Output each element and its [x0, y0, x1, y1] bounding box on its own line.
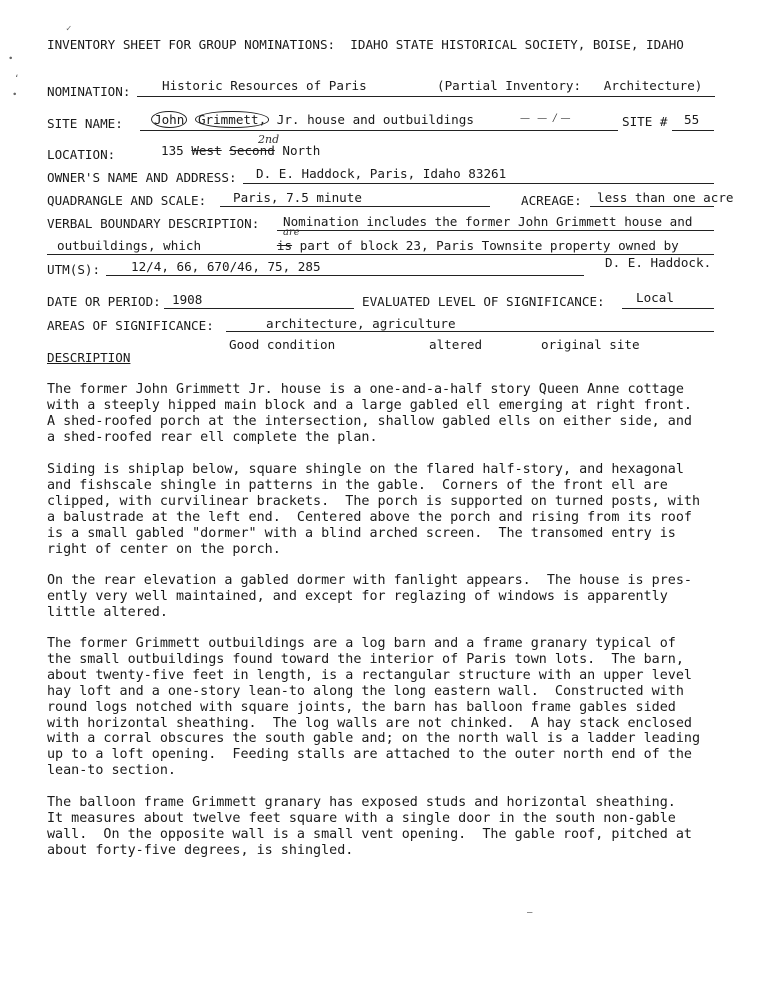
- site-number-rule: [672, 130, 714, 131]
- description-paragraph-2: Siding is shiplap below, square shingle on the flared half-story, and hexagonal and fishscale shingle in patterns in the gable. Corners of the front ell are clipped, with curvilinear brackets. The porch is supported on turned posts, with a balustrade at the left end. Centered above the porch and rising from its roof is a small gabled "dormer" with a blind arched screen. The transomed entry is right of center on the porch.: [47, 462, 701, 557]
- nomination-rule: [137, 96, 715, 97]
- site-number-value: 55: [684, 112, 700, 127]
- location-struck-west: West: [191, 143, 222, 158]
- description-paragraph-3: On the rear elevation a gabled dormer with fanlight appears. The house is pres- ently very well maintained, and except for reglazing of windows is apparently little altered.: [47, 573, 692, 620]
- boundary-line-2b: part of block 23, Paris Townsite property owned by: [292, 238, 679, 253]
- location-label: LOCATION:: [47, 147, 116, 162]
- handwritten-scribble: — — / —: [520, 113, 571, 124]
- condition-good: Good condition: [229, 337, 336, 352]
- owner-label: OWNER'S NAME AND ADDRESS:: [47, 170, 237, 185]
- site-name-value: [151, 112, 474, 127]
- boundary-rule-1: [277, 230, 714, 231]
- description-paragraph-1: The former John Grimmett Jr. house is a one-and-a-half story Queen Anne cottage with a steeply hipped main block and a large gabled ell emerging at right front. A shed-roofed porch at the intersection, shallow gabled ells on either side, and a shed-roofed rear ell complete the plan.: [47, 382, 692, 445]
- boundary-label: VERBAL BOUNDARY DESCRIPTION:: [47, 216, 260, 231]
- margin-smudge: ∙: [12, 90, 18, 100]
- evaluated-level-label: EVALUATED LEVEL OF SIGNIFICANCE:: [362, 294, 605, 309]
- checkmark-mark: ✓: [66, 24, 72, 34]
- site-name-label: SITE NAME:: [47, 116, 123, 131]
- owner-value: D. E. Haddock, Paris, Idaho 83261: [256, 166, 507, 181]
- owner-rule: [243, 183, 714, 184]
- margin-smudge: ʻ: [14, 74, 20, 84]
- site-name-second: Grimmett,: [195, 111, 269, 128]
- acreage-rule: [590, 206, 714, 207]
- quadrangle-label: QUADRANGLE AND SCALE:: [47, 193, 207, 208]
- site-name-rest: Jr. house and outbuildings: [269, 112, 474, 127]
- areas-rule: [226, 331, 714, 332]
- margin-smudge: ∙: [8, 54, 14, 64]
- boundary-line-2: [57, 238, 679, 253]
- boundary-line-2a: outbuildings, which: [57, 238, 202, 253]
- evaluated-level-rule: [622, 308, 714, 309]
- site-number-label: SITE #: [622, 114, 668, 129]
- description-heading: DESCRIPTION: [47, 350, 131, 365]
- description-paragraph-5: The balloon frame Grimmett granary has exposed studs and horizontal sheathing. It measures about twelve feet square with a single door in the south non-gable wall. On the opposite wall is a small vent opening. The gable roof, pitched at about forty-five degrees, is shingled.: [47, 795, 692, 858]
- utm-label: UTM(S):: [47, 262, 101, 277]
- bottom-dash-mark: —: [527, 908, 533, 918]
- nomination-label: NOMINATION:: [47, 84, 131, 99]
- areas-label: AREAS OF SIGNIFICANCE:: [47, 318, 214, 333]
- partial-inventory-note: (Partial Inventory: Architecture): [437, 78, 703, 93]
- date-value: 1908: [172, 292, 203, 307]
- utm-rule: [106, 275, 584, 276]
- acreage-label: ACREAGE:: [521, 193, 582, 208]
- acreage-value: less than one acre: [597, 190, 734, 205]
- description-paragraph-4: The former Grimmett outbuildings are a log barn and a frame granary typical of the small outbuildings found toward the interior of Paris town lots. The barn, about twenty-five feet in length, is a rectangular structure with an upper level hay loft and a one-story lean-to along the long eastern wall. Constructed with round logs notched with square joints, the barn has balloon frame gables sided with horizontal sheathing. The log walls are not chinked. A hay stack enclosed with a corral obscures the south gable and; on the north wall is a ladder leading up to a loft opening. Feeding stalls are attached to the outer north end of the lean-to section.: [47, 636, 701, 779]
- site-name-rule: [140, 130, 618, 131]
- location-struck-second: Second: [229, 143, 275, 158]
- location-value: [161, 143, 320, 158]
- site-name-first: John: [151, 111, 187, 128]
- boundary-line-3: D. E. Haddock.: [605, 255, 712, 270]
- condition-original-site: original site: [541, 337, 640, 352]
- location-street-number: 135: [161, 143, 192, 158]
- boundary-line-1: Nomination includes the former John Grimmett house and: [283, 214, 693, 229]
- date-rule: [164, 308, 354, 309]
- date-label: DATE OR PERIOD:: [47, 294, 161, 309]
- sheet-title: INVENTORY SHEET FOR GROUP NOMINATIONS: IDAHO STATE HISTORICAL SOCIETY, BOISE, IDAHO: [47, 37, 684, 52]
- evaluated-level-value: Local: [636, 290, 674, 305]
- condition-altered: altered: [429, 337, 483, 352]
- areas-value: architecture, agriculture: [266, 316, 456, 331]
- nomination-value: Historic Resources of Paris: [162, 78, 367, 93]
- location-handwritten-correction: 2nd: [258, 133, 280, 146]
- location-rest: North: [274, 143, 321, 158]
- quadrangle-rule: [220, 206, 490, 207]
- boundary-struck-is: is: [276, 238, 293, 253]
- boundary-handwritten-correction: are: [283, 227, 300, 238]
- utm-value: 12/4, 66, 670/46, 75, 285: [131, 259, 321, 274]
- quadrangle-value: Paris, 7.5 minute: [233, 190, 362, 205]
